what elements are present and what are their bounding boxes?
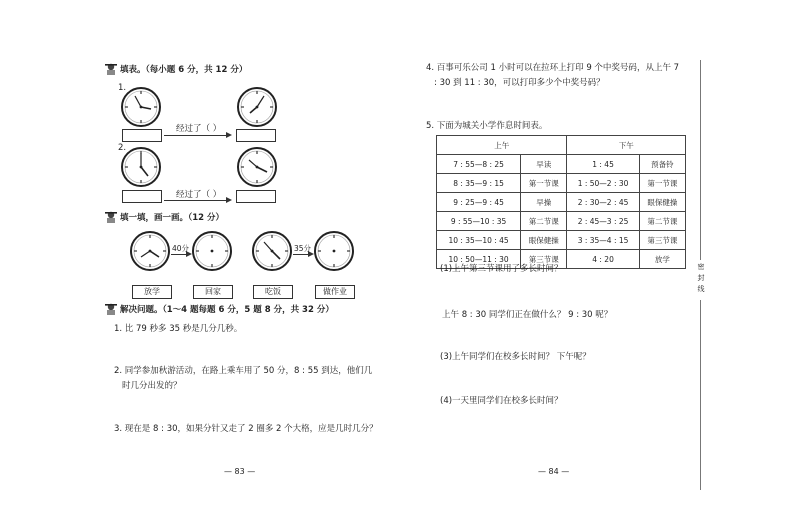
table-cell: 3 : 35—4 : 15 <box>567 231 639 250</box>
problem-4-line-1: 4. 百事可乐公司 1 小时可以在拉环上打印 9 个中奖号码，从上午 7 <box>426 63 680 73</box>
cartoon-student-icon <box>104 303 118 316</box>
right-page <box>400 0 800 532</box>
table-cell: 预备铃 <box>639 155 685 174</box>
clock-start-1 <box>120 86 162 128</box>
table-cell: 早操 <box>521 193 567 212</box>
header-pm: 下午 <box>567 136 686 155</box>
table-header-row <box>437 136 686 155</box>
elapsed-label-2: 经过了（ ） <box>176 190 222 200</box>
problem-1: 1. 比 79 秒多 35 秒是几分几秒。 <box>114 324 243 334</box>
time-answer-box-2b[interactable] <box>236 190 276 203</box>
clock-home <box>191 230 233 272</box>
table-cell: 1 : 45 <box>567 155 639 174</box>
problem-2-line-1: 2. 同学参加秋游活动，在路上乘车用了 50 分，8 : 55 到达，他们几 <box>114 366 373 376</box>
clock-homework <box>313 230 355 272</box>
sub-question-1: (1)上午第三节课用了多长时间？ <box>440 264 563 274</box>
gap-label-1: 40分 <box>172 244 190 253</box>
cartoon-student-icon <box>104 211 118 224</box>
chain-label-dinner: 吃饭 <box>253 285 293 299</box>
table-cell: 1 : 50—2 : 30 <box>567 174 639 193</box>
arrow-head-2 <box>226 197 232 203</box>
cartoon-student-icon <box>104 63 118 76</box>
table-row <box>437 193 686 212</box>
chain-label-homework: 做作业 <box>315 285 355 299</box>
time-answer-box-2a[interactable] <box>122 190 162 203</box>
section-2-title: 填一填，画一画。（12 分） <box>120 213 225 223</box>
sub-question-3: (3)上午同学们在校多长时间？ 下午呢？ <box>440 352 591 362</box>
table-cell: 4 : 20 <box>567 250 639 269</box>
table-cell: 第一节课 <box>639 174 685 193</box>
question-1-number: 1. <box>118 83 127 93</box>
table-cell: 第一节课 <box>521 174 567 193</box>
problem-5-intro: 5. 下面为城关小学作息时间表。 <box>426 121 548 131</box>
table-cell: 10 : 50—11 : 30 <box>437 250 521 269</box>
schedule-table <box>436 135 686 269</box>
seal-line-label: 密 封 线 <box>697 263 705 293</box>
chain-arrow-line-2 <box>293 254 309 255</box>
elapsed-label-1: 经过了（ ） <box>176 124 222 134</box>
section-1-title: 填表。（每小题 6 分，共 12 分） <box>120 65 248 75</box>
clock-end-1 <box>236 86 278 128</box>
arrow-line-1 <box>164 135 226 136</box>
clock-end-2 <box>236 146 278 188</box>
clock-dismissal <box>129 230 171 272</box>
table-cell: 眼保健操 <box>639 193 685 212</box>
seal-line-top <box>700 60 701 260</box>
table-cell: 第二节课 <box>521 212 567 231</box>
table-cell: 2 : 30—2 : 45 <box>567 193 639 212</box>
arrow-head-1 <box>226 132 232 138</box>
table-cell: 放学 <box>639 250 685 269</box>
table-cell: 早读 <box>521 155 567 174</box>
problem-3: 3. 现在是 8 : 30，如果分针又走了 2 圈多 2 个大格，应是几时几分？ <box>114 424 378 434</box>
chain-label-dismissal: 放学 <box>132 285 172 299</box>
table-cell: 7 : 55—8 : 25 <box>437 155 521 174</box>
sub-question-2: 上午 8 : 30 同学们正在做什么？ 9 : 30 呢？ <box>442 310 613 320</box>
table-row <box>437 212 686 231</box>
time-answer-box-1a[interactable] <box>122 129 162 142</box>
chain-arrow-line-1 <box>171 254 187 255</box>
section-3-title: 解决问题。（1～4 题每题 6 分，5 题 8 分，共 32 分） <box>120 305 334 315</box>
problem-2-line-2: 时几分出发的？ <box>122 381 182 391</box>
seal-line-bottom <box>700 300 701 490</box>
table-row <box>437 155 686 174</box>
table-cell: 9 : 25—9 : 45 <box>437 193 521 212</box>
clock-dinner <box>251 230 293 272</box>
clock-start-2 <box>120 146 162 188</box>
table-cell: 第三节课 <box>639 231 685 250</box>
arrow-line-2 <box>164 200 226 201</box>
chain-label-home: 回家 <box>193 285 233 299</box>
table-row <box>437 174 686 193</box>
table-cell: 第二节课 <box>639 212 685 231</box>
question-2-number: 2. <box>118 143 127 153</box>
page-number-left: — 83 — <box>224 467 256 476</box>
problem-4-line-2: : 30 到 11 : 30，可以打印多少个中奖号码？ <box>434 78 605 88</box>
page-number-right: — 84 — <box>538 467 570 476</box>
table-cell: 8 : 35—9 : 15 <box>437 174 521 193</box>
table-cell: 10 : 35—10 : 45 <box>437 231 521 250</box>
gap-label-2: 35分 <box>294 244 312 253</box>
table-cell: 9 : 55—10 : 35 <box>437 212 521 231</box>
table-cell: 第三节课 <box>521 250 567 269</box>
sub-question-4: (4)一天里同学们在校多长时间？ <box>440 396 563 406</box>
table-cell: 眼保健操 <box>521 231 567 250</box>
header-am: 上午 <box>437 136 567 155</box>
table-row <box>437 231 686 250</box>
table-cell: 2 : 45—3 : 25 <box>567 212 639 231</box>
time-answer-box-1b[interactable] <box>236 129 276 142</box>
